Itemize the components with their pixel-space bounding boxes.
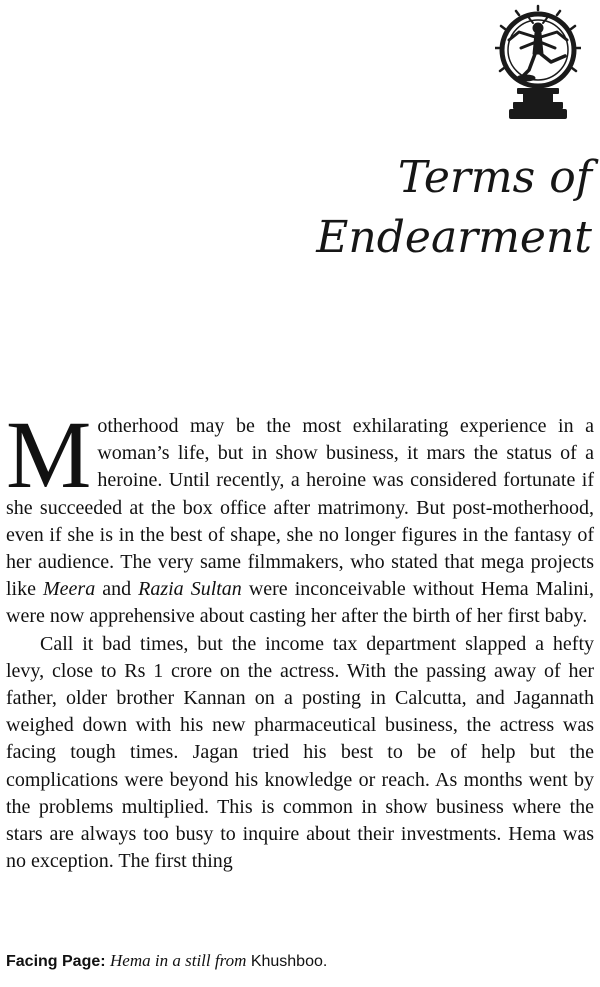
nataraja-icon bbox=[495, 4, 581, 124]
paragraph-1-text: otherhood may be the most exhilarating experience in a woman’s life, but in show business, it mars the status of a heroine. Until recently, a heroine was considered fortunate if she succeeded at the box office after matrimony. But post-motherhood, even if she is in the best of shape, she no longer figures in the fantasy of her audience. The very same filmmakers, who stated that mega projects like bbox=[6, 415, 594, 601]
caption-label: Facing Page: bbox=[6, 953, 106, 970]
paragraph-2: Call it bad times, but the income tax department slapped a hefty levy, close to Rs 1 crore on the actress. With the passing away of her father, older brother Kannan on a posting in Calcutta, and Jagannath weighed down with his new pharmaceutical business, the actress was facing tough times. Jagan tried his best to be of help but the complications were beyond his knowledge or reach. As months went by the problems multiplied. This is common in show business where the stars are always too busy to inquire about their investments. Hema was no exception. The first thing bbox=[6, 632, 594, 873]
paragraph-1 bbox=[6, 401, 594, 631]
paragraph-1-and: and bbox=[95, 578, 139, 601]
body-text bbox=[6, 401, 594, 875]
caption-film: Khushboo. bbox=[250, 953, 328, 970]
chapter-title: Terms of Endearment bbox=[316, 152, 592, 263]
photo-caption bbox=[6, 950, 594, 973]
film-title-razia-sultan: Razia Sultan bbox=[138, 578, 242, 601]
caption-italic: Hema in a still from bbox=[110, 951, 247, 970]
drop-cap: M bbox=[6, 401, 92, 508]
film-title-meera: Meera bbox=[43, 578, 96, 601]
paragraph-1-text-end: were inconceivable without Hema Malini, were now apprehensive about casting her after the birth of her first baby. bbox=[6, 578, 594, 628]
